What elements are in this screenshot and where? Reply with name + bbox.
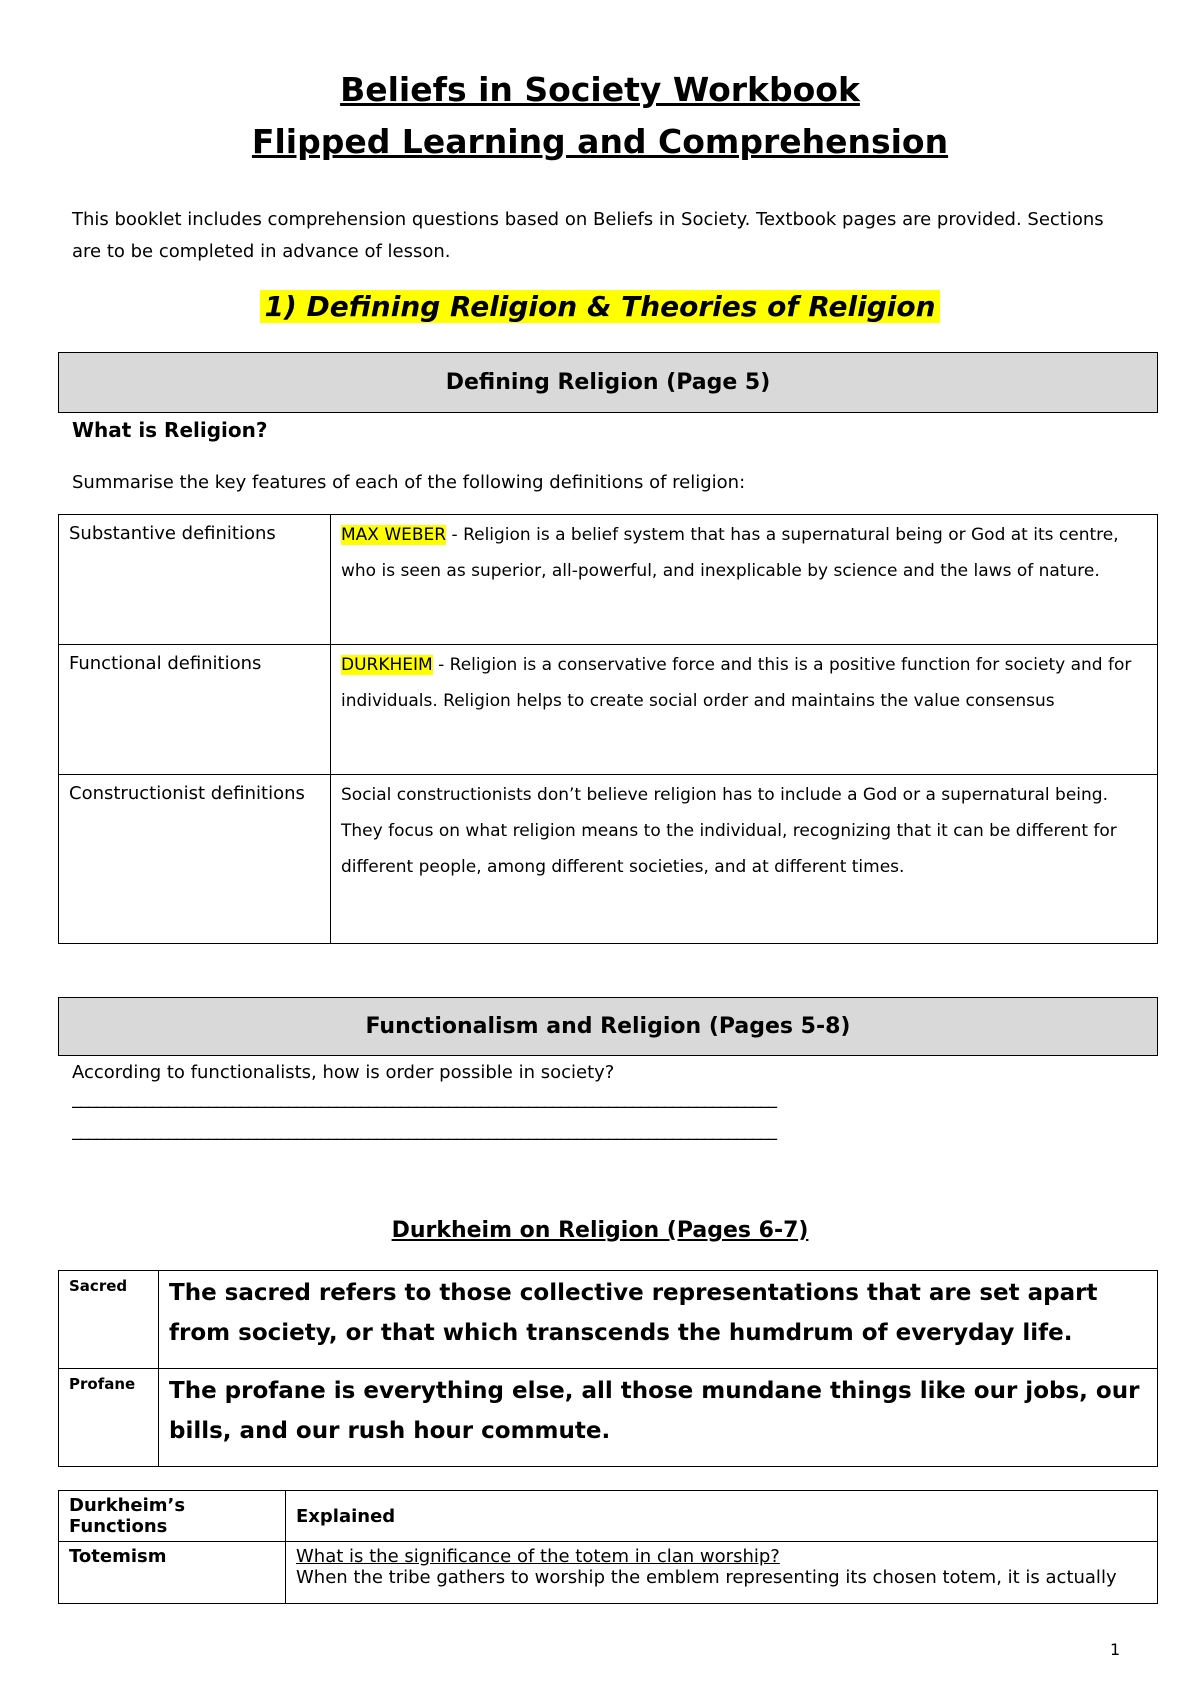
sacred-profane-table [58,1270,1158,1467]
term-label: Profane [59,1369,159,1467]
functionalism-question: According to functionalists, how is order possible in society? [72,1062,615,1083]
document-subtitle: Flipped Learning and Comprehension [251,122,949,161]
durkheim-heading: Durkheim on Religion (Pages 6-7) [391,1218,809,1243]
document-title: Beliefs in Society Workbook [340,70,860,109]
intro-paragraph: This booklet includes comprehension questions based on Beliefs in Society. Textbook pages are provided. Sections are to be completed in advance of lesson. [72,209,1104,262]
column-header: Explained [286,1491,1158,1542]
function-answer: When the tribe gathers to worship the emblem representing its chosen totem, it is actually [296,1567,1117,1588]
definition-text: Social constructionists don’t believe religion has to include a God or a supernatural being. They focus on what religion means to the individual, recognizing that it can be different for different people, among different societies, and at different times. [331,775,1158,944]
functions-table [58,1490,1158,1604]
table-row [59,1542,1158,1604]
term-label: Sacred [59,1271,159,1369]
table-row [59,1369,1158,1467]
function-name: Totemism [59,1542,286,1604]
section-heading: 1) Defining Religion & Theories of Religion [0,290,1200,323]
defining-religion-header: Defining Religion (Page 5) [58,352,1158,413]
function-explanation [286,1542,1158,1604]
definition-label: Functional definitions [59,645,331,775]
table-row [59,515,1158,645]
definitions-table [58,514,1158,944]
term-definition: The profane is everything else, all those mundane things like our jobs, our bills, and our rush hour commute. [159,1369,1158,1467]
answer-line[interactable]: ________________________________________________________________________________________ [72,1088,776,1109]
highlight-name: MAX WEBER [341,525,447,545]
answer-line[interactable]: ________________________________________________________________________________________ [72,1120,776,1141]
table-row [59,775,1158,944]
table-header-row [59,1491,1158,1542]
highlight-name: DURKHEIM [341,655,433,675]
what-is-religion-heading: What is Religion? [72,418,268,442]
term-definition: The sacred refers to those collective representations that are set apart from society, or that which transcends the humdrum of everyday life. [159,1271,1158,1369]
definitions-instruction: Summarise the key features of each of the following definitions of religion: [72,472,746,493]
page-number: 1 [1110,1640,1121,1659]
function-question: What is the significance of the totem in clan worship? [296,1546,780,1567]
definition-label: Substantive definitions [59,515,331,645]
definition-label: Constructionist definitions [59,775,331,944]
definition-text: MAX WEBER - Religion is a belief system that has a supernatural being or God at its centre, who is seen as superior, all-powerful, and inexplicable by science and the laws of nature. [331,515,1158,645]
functionalism-header: Functionalism and Religion (Pages 5-8) [58,997,1158,1056]
table-row [59,1271,1158,1369]
table-row [59,645,1158,775]
definition-text: DURKHEIM - Religion is a conservative force and this is a positive function for society and for individuals. Religion helps to create social order and maintains the value consensus [331,645,1158,775]
column-header: Durkheim’s Functions [59,1491,286,1542]
